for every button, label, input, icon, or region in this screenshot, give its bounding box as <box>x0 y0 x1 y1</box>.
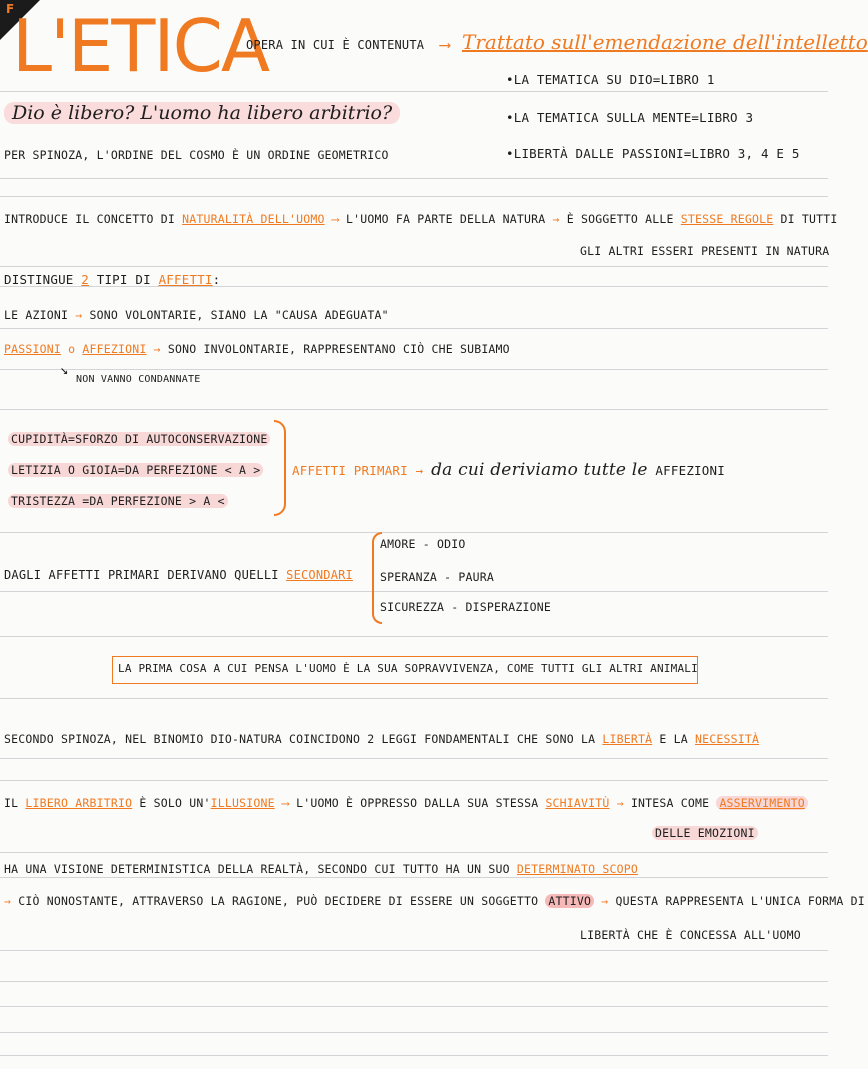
naturalita-keyword: NATURALITÀ DELL'UOMO <box>182 212 325 226</box>
passioni-line: PASSIONI o AFFEZIONI → SONO INVOLONTARIE, RAPPRESENTANO CIÒ CHE SUBIAMO <box>4 342 510 356</box>
naturalita-line: INTRODUCE IL CONCETTO DI NATURALITÀ DELL'UOMO ⟶ L'UOMO FA PARTE DELLA NATURA → È SOGGETTO ALLE STESSE REGOLE DI TUTTI <box>4 212 838 226</box>
secondario-item: SICUREZZA - DISPERAZIONE <box>380 600 551 614</box>
primario-item: LETIZIA O GIOIA=DA PERFEZIONE < A > <box>8 463 263 477</box>
book-item: •LIBERTÀ DALLE PASSIONI=LIBRO 3, 4 E 5 <box>506 146 800 161</box>
secondario-item: AMORE - ODIO <box>380 537 466 551</box>
opera-arrow: ⟶ <box>440 35 450 54</box>
question: Dio è libero? L'uomo ha libero arbitrio? <box>4 102 400 124</box>
arbitrio-line: IL LIBERO ARBITRIO È SOLO UN'ILLUSIONE ⟶ L'UOMO È OPPRESSO DALLA SUA STESSA SCHIAVITÙ → INTESA COME ASSERVIMENTO <box>4 796 808 810</box>
down-arrow-icon: ↘ <box>60 362 69 378</box>
emozioni-text: DELLE EMOZIONI <box>652 826 758 840</box>
secondari-line: DAGLI AFFETTI PRIMARI DERIVANO QUELLI SECONDARI <box>4 568 353 582</box>
binomio-line: SECONDO SPINOZA, NEL BINOMIO DIO-NATURA COINCIDONO 2 LEGGI FONDAMENTALI CHE SONO LA LIBERTÀ E LA NECESSITÀ <box>4 732 760 746</box>
opera-label: OPERA IN CUI È CONTENUTA <box>246 38 425 52</box>
book-item: •LA TEMATICA SU DIO=LIBRO 1 <box>506 72 715 87</box>
stesse-regole-keyword: STESSE REGOLE <box>680 212 774 226</box>
opera-title: Trattato sull'emendazione dell'intelletto <box>462 30 868 54</box>
cosmos-text: PER SPINOZA, L'ORDINE DEL COSMO È UN ORDINE GEOMETRICO <box>4 148 389 162</box>
determinismo-line: HA UNA VISIONE DETERMINISTICA DELLA REALTÀ, SECONDO CUI TUTTO HA UN SUO DETERMINATO SCOPO <box>4 862 639 876</box>
liberta-line: LIBERTÀ CHE È CONCESSA ALL'UOMO <box>580 928 801 942</box>
ragione-line: → CIÒ NONOSTANTE, ATTRAVERSO LA RAGIONE, PUÒ DECIDERE DI ESSERE UN SOGGETTO ATTIVO → QUESTA RAPPRESENTA L'UNICA FORMA DI <box>4 894 865 908</box>
primario-item: TRISTEZZA =DA PERFEZIONE > A < <box>8 494 228 508</box>
secondario-item: SPERANZA - PAURA <box>380 570 494 584</box>
badge-letter: F <box>6 2 15 16</box>
non-condannate: NON VANNO CONDANNATE <box>76 374 201 385</box>
survival-text: LA PRIMA COSA A CUI PENSA L'UOMO È LA SUA SOPRAVVIVENZA, COME TUTTI GLI ALTRI ANIMALI <box>118 662 698 675</box>
primari-brace <box>274 420 286 516</box>
naturalita-line-2: GLI ALTRI ESSERI PRESENTI IN NATURA <box>580 244 830 258</box>
primari-line: AFFETTI PRIMARI → da cui deriviamo tutte le AFFEZIONI <box>292 460 725 480</box>
primario-item: CUPIDITÀ=SFORZO DI AUTOCONSERVAZIONE <box>8 432 270 446</box>
book-item: •LA TEMATICA SULLA MENTE=LIBRO 3 <box>506 110 754 125</box>
azioni-line: LE AZIONI → SONO VOLONTARIE, SIANO LA "CAUSA ADEGUATA" <box>4 308 389 322</box>
affetti-heading: DISTINGUE 2 TIPI DI AFFETTI: <box>4 272 221 287</box>
page-title: L'ETICA <box>12 4 269 88</box>
